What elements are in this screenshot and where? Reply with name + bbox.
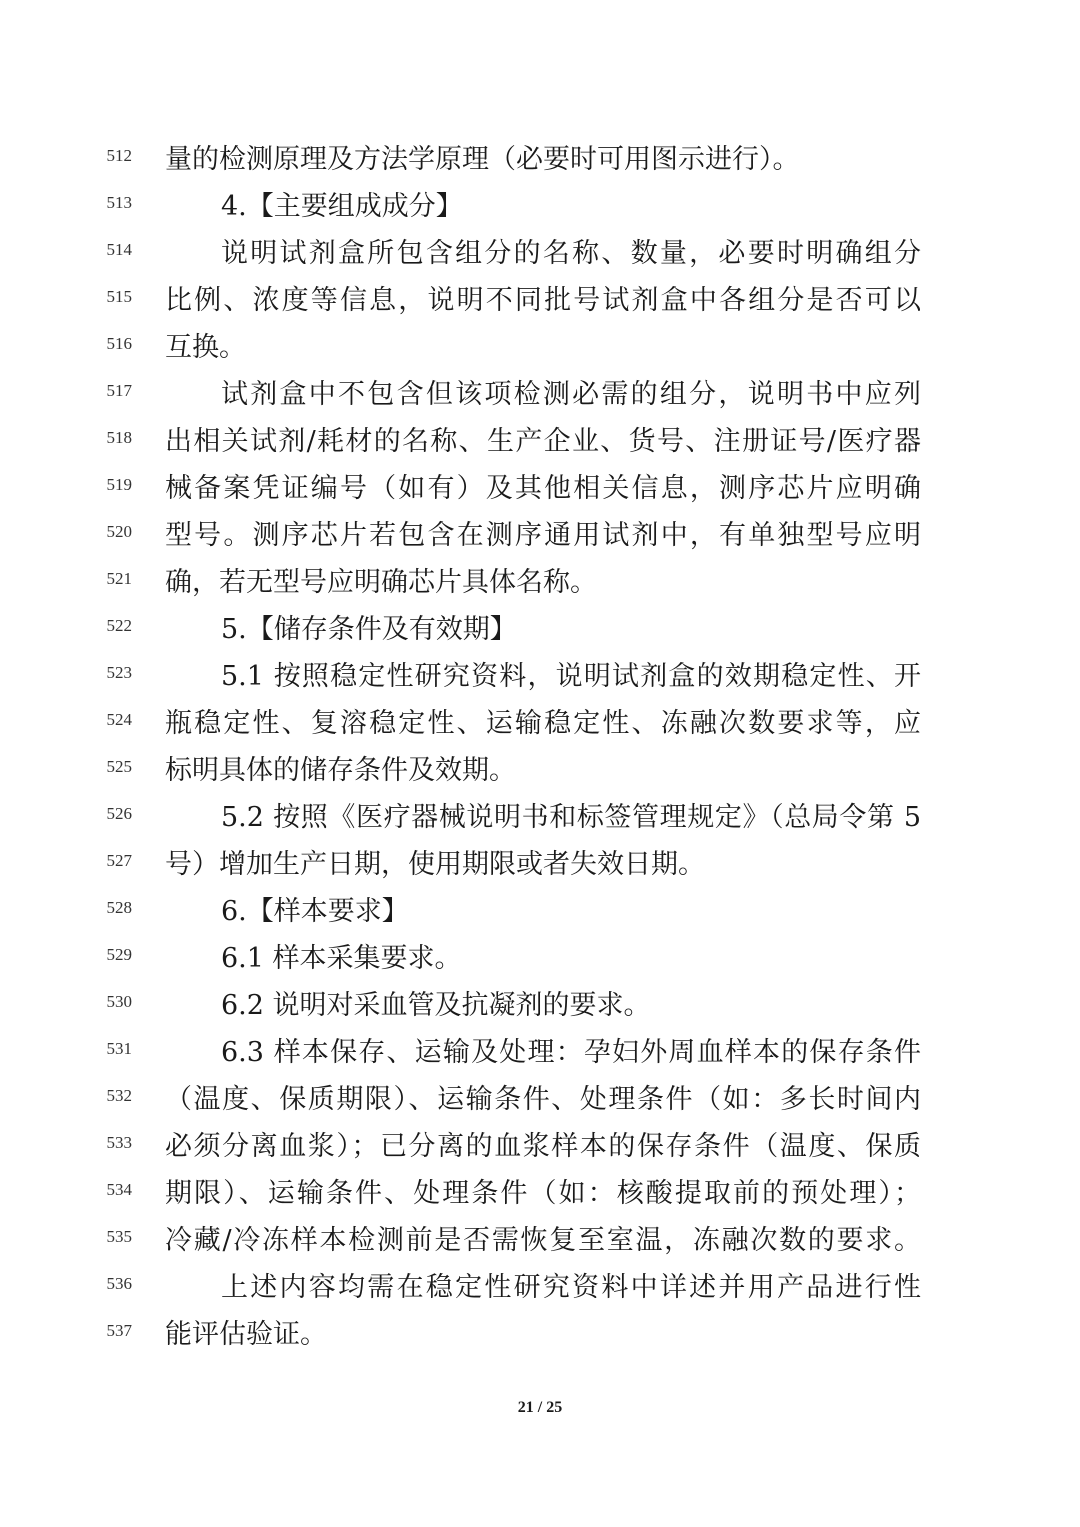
text-line [0, 465, 1080, 512]
text-line [0, 230, 1080, 277]
line-number: 520 [106, 522, 132, 541]
line-number: 528 [106, 898, 132, 917]
line-text: 期限）、运输条件、处理条件（如：核酸提取前的预处理）； [165, 1178, 921, 1209]
line-text: （温度、保质期限）、运输条件、处理条件（如：多长时间内 [165, 1084, 921, 1115]
line-number: 519 [106, 475, 132, 494]
line-number: 522 [106, 616, 132, 635]
line-number: 525 [106, 757, 132, 776]
page-number: 21 / 25 [517, 1399, 563, 1416]
line-text: 型号。测序芯片若包含在测序通用试剂中，有单独型号应明 [165, 520, 921, 551]
line-text: 确，若无型号应明确芯片具体名称。 [165, 567, 597, 598]
line-text: 械备案凭证编号（如有）及其他相关信息，测序芯片应明确 [165, 473, 921, 504]
text-line [0, 183, 1080, 230]
line-text: 试剂盒中不包含但该项检测必需的组分，说明书中应列 [221, 379, 921, 410]
text-line [0, 1217, 1080, 1264]
line-number: 514 [106, 240, 132, 259]
text-line [0, 935, 1080, 982]
line-text: 瓶稳定性、复溶稳定性、运输稳定性、冻融次数要求等，应 [165, 708, 921, 739]
line-number: 512 [106, 146, 132, 165]
text-line [0, 982, 1080, 1029]
line-text: 必须分离血浆）；已分离的血浆样本的保存条件（温度、保质 [165, 1131, 921, 1162]
line-number: 533 [106, 1133, 132, 1152]
line-number: 530 [106, 992, 132, 1011]
section-heading: 4.【主要组成成分】 [221, 191, 463, 222]
text-line [0, 888, 1080, 935]
line-number: 524 [106, 710, 132, 729]
text-line [0, 1311, 1080, 1358]
text-line [0, 277, 1080, 324]
line-number: 535 [106, 1227, 132, 1246]
line-text: 上述内容均需在稳定性研究资料中详述并用产品进行性 [221, 1272, 921, 1303]
text-line [0, 371, 1080, 418]
line-text: 6.1 样本采集要求。 [221, 943, 462, 974]
line-text: 量的检测原理及方法学原理（必要时可用图示进行）。 [165, 144, 800, 175]
text-line [0, 747, 1080, 794]
text-line [0, 606, 1080, 653]
line-text: 5.1 按照稳定性研究资料，说明试剂盒的效期稳定性、开 [221, 661, 921, 692]
line-text: 出相关试剂/耗材的名称、生产企业、货号、注册证号/医疗器 [165, 426, 921, 457]
line-number: 532 [106, 1086, 132, 1105]
line-text: 说明试剂盒所包含组分的名称、数量，必要时明确组分 [221, 238, 921, 269]
text-line [0, 1170, 1080, 1217]
text-line [0, 324, 1080, 371]
line-number: 536 [106, 1274, 132, 1293]
line-number: 513 [106, 193, 132, 212]
line-number: 516 [106, 334, 132, 353]
line-text: 6.2 说明对采血管及抗凝剂的要求。 [221, 990, 651, 1021]
section-heading: 6.【样本要求】 [221, 896, 409, 927]
line-text: 互换。 [165, 332, 246, 363]
line-number: 537 [106, 1321, 132, 1340]
line-number: 521 [106, 569, 132, 588]
text-line [0, 700, 1080, 747]
line-number: 517 [106, 381, 132, 400]
text-line [0, 841, 1080, 888]
text-line [0, 653, 1080, 700]
text-line [0, 418, 1080, 465]
line-number: 527 [106, 851, 132, 870]
section-heading: 5.【储存条件及有效期】 [221, 614, 517, 645]
line-text: 冷藏/冷冻样本检测前是否需恢复至室温，冻融次数的要求。 [165, 1225, 921, 1256]
line-number: 534 [106, 1180, 132, 1199]
line-text: 6.3 样本保存、运输及处理：孕妇外周血样本的保存条件 [221, 1037, 921, 1068]
line-text: 能评估验证。 [165, 1319, 327, 1350]
line-number: 526 [106, 804, 132, 823]
line-number: 531 [106, 1039, 132, 1058]
text-line [0, 1076, 1080, 1123]
text-line [0, 794, 1080, 841]
text-line [0, 1264, 1080, 1311]
text-line [0, 1123, 1080, 1170]
text-line [0, 136, 1080, 183]
line-text: 5.2 按照《医疗器械说明书和标签管理规定》（总局令第 5 [221, 802, 921, 833]
text-line [0, 512, 1080, 559]
text-line [0, 559, 1080, 606]
text-line [0, 1029, 1080, 1076]
line-text: 比例、浓度等信息，说明不同批号试剂盒中各组分是否可以 [165, 285, 921, 316]
line-number: 529 [106, 945, 132, 964]
line-number: 515 [106, 287, 132, 306]
line-number: 518 [106, 428, 132, 447]
line-number: 523 [106, 663, 132, 682]
line-text: 标明具体的储存条件及效期。 [165, 755, 516, 786]
line-text: 号）增加生产日期，使用期限或者失效日期。 [165, 849, 705, 880]
